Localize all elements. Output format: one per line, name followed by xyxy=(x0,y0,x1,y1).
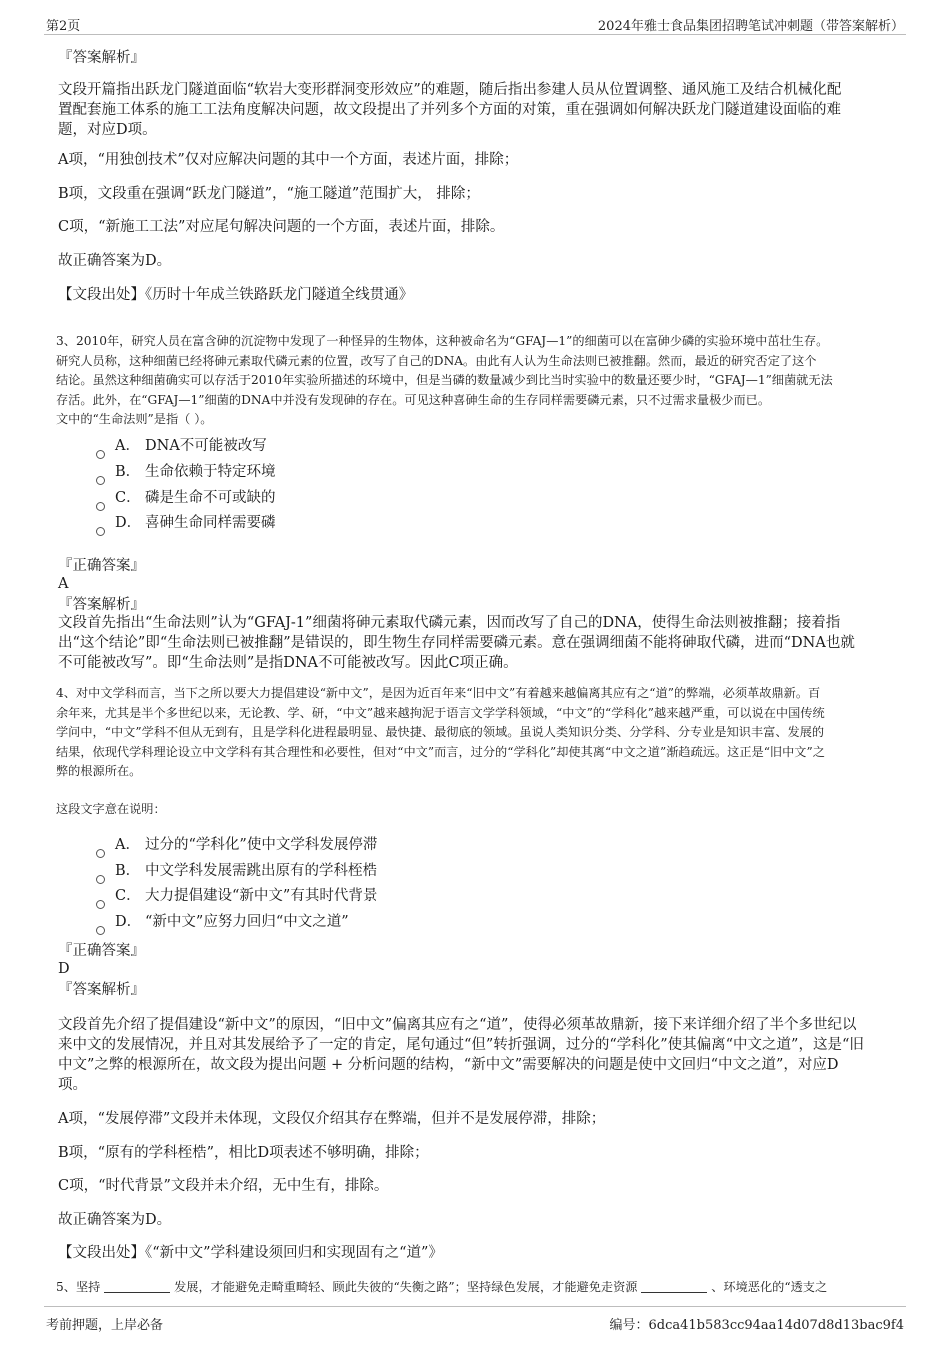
q4-analysis xyxy=(58,1015,900,1095)
q3-analysis-line: 出“这个结论”即“生命法则已被推翻”是错误的，即生物生存同样需要磷元素。意在强调细菌不能将砷取代磷，进而“DNA也就 xyxy=(58,635,855,651)
q5-blank-2[interactable] xyxy=(641,1280,707,1293)
q3-stem xyxy=(56,332,906,430)
q3-analysis-label: 『答案解析』 xyxy=(58,597,145,613)
q3-analysis-line: 文段首先指出“生命法则”认为“GFAJ-1”细菌将砷元素取代磷元素，因而改写了自己的DNA，使得生命法则被推翻；接着指 xyxy=(58,615,841,631)
footer-serial: 编号：6dca41b583cc94aa14d07d8d13bac9f4 xyxy=(609,1318,904,1333)
q2-option-c-note: C项，“新施工工法”对应尾句解决问题的一个方面，表述片面，排除。 xyxy=(58,219,505,235)
q3-option-c[interactable]: C． 磷是生命不可或缺的 xyxy=(96,488,276,508)
q4-answer: D xyxy=(58,961,70,977)
q4-stem-line: 学问中，“中文”学科不但从无到有，且是学科化进程最明显、最快捷、最彻底的领域。虽说人类知识分类、分学科、分专业是知识丰富、发展的 xyxy=(56,725,825,739)
q3-analysis-line: 不可能被改写”。即“生命法则”是指DNA不可能被改写。因此C项正确。 xyxy=(58,655,518,671)
q3-option-a[interactable]: A． DNA不可能被改写 xyxy=(96,436,267,456)
q3-answer-label: 『正确答案』 xyxy=(58,558,145,574)
radio-icon[interactable] xyxy=(96,849,105,858)
q4-prompt: 这段文字意在说明： xyxy=(56,802,166,816)
q3-stem-line: 文中的“生命法则”是指（ ）。 xyxy=(56,412,213,426)
q2-analysis-line: 文段开篇指出跃龙门隧道面临“软岩大变形群洞变形效应”的难题，随后指出参建人员从位置调整、通风施工及结合机械化配 xyxy=(58,82,842,98)
q3-analysis xyxy=(58,613,900,673)
q4-option-a-note: A项，“发展停滞”文段并未体现，文段仅介绍其存在弊端，但并不是发展停滞，排除； xyxy=(58,1111,606,1127)
page-number: 第2页 xyxy=(46,19,81,34)
q2-analysis-line: 置配套施工体系的施工工法角度解决问题，故文段提出了并列多个方面的对策，重在强调如何解决跃龙门隧道建设面临的难 xyxy=(58,102,841,118)
q4-analysis-label: 『答案解析』 xyxy=(58,982,145,998)
q3-option-d[interactable]: D． 喜砷生命同样需要磷 xyxy=(96,513,276,533)
q4-option-b-note: B项，“原有的学科桎梏”，相比D项表述不够明确，排除； xyxy=(58,1145,429,1161)
q2-analysis-line: 题，对应D项。 xyxy=(58,122,157,138)
q3-stem-line: 研究人员称，这种细菌已经将砷元素取代磷元素的位置，改写了自己的DNA。由此有人认为生命法则已被推翻。然而，最近的研究否定了这个 xyxy=(56,353,817,368)
q3-answer: A xyxy=(58,576,69,592)
q4-stem-line: 4、对中文学科而言，当下之所以要大力提倡建设“新中文”，是因为近百年来“旧中文”有着越来越偏离其应有之“道”的弊端，必须革故鼎新。百 xyxy=(56,686,821,700)
radio-icon[interactable] xyxy=(96,502,105,511)
q5-blank-1[interactable] xyxy=(104,1280,170,1293)
radio-icon[interactable] xyxy=(96,926,105,935)
q4-analysis-line: 来中文的发展情况，并且对其发展给予了一定的肯定，尾句通过“但”转折强调，过分的“学科化”使其偏离“中文之道”，这是“旧 xyxy=(58,1037,864,1053)
radio-icon[interactable] xyxy=(96,450,105,459)
q4-analysis-line: 项。 xyxy=(58,1077,87,1093)
q4-stem-line: 余年来，尤其是半个多世纪以来，无论教、学、研，“中文”越来越拘泥于语言文学学科领域，“中文”的“学科化”越来越严重，可以说在中国传统 xyxy=(56,705,825,720)
q4-conclusion: 故正确答案为D。 xyxy=(58,1212,172,1228)
q2-option-a-note: A项，“用独创技术”仅对应解决问题的其中一个方面，表述片面，排除； xyxy=(58,152,519,168)
q2-option-b-note: B项，文段重在强调“跃龙门隧道”，“施工隧道”范围扩大， 排除； xyxy=(58,186,480,202)
radio-icon[interactable] xyxy=(96,476,105,485)
q4-analysis-line: 中文”之弊的根源所在，故文段为提出问题 + 分析问题的结构，“新中文”需要解决的问题是使中文回归“中文之道”，对应D xyxy=(58,1057,839,1073)
radio-icon[interactable] xyxy=(96,875,105,884)
q4-stem-line: 弊的根源所在。 xyxy=(56,764,142,778)
q3-option-b[interactable]: B． 生命依赖于特定环境 xyxy=(96,462,276,482)
q4-answer-label: 『正确答案』 xyxy=(58,943,145,959)
q2-analysis-label: 『答案解析』 xyxy=(58,50,145,66)
q4-option-b[interactable]: B． 中文学科发展需跳出原有的学科桎梏 xyxy=(96,861,377,881)
q5-stem: 5、坚持 发展，才能避免走畸重畸轻、顾此失彼的“失衡之路”；坚持绿色发展，才能避免走资源 、环境恶化的“透支之 xyxy=(56,1280,828,1294)
radio-icon[interactable] xyxy=(96,527,105,536)
q4-analysis-line: 文段首先介绍了提倡建设“新中文”的原因，“旧中文”偏离其应有之“道”，使得必须革故鼎新，接下来详细介绍了半个多世纪以 xyxy=(58,1017,857,1033)
q4-option-c-note: C项，“时代背景”文段并未介绍，无中生有，排除。 xyxy=(58,1178,389,1194)
q4-source: 【文段出处】《“新中文”学科建设须回归和实现固有之“道”》 xyxy=(58,1245,443,1261)
footer-divider xyxy=(44,1306,906,1307)
footer-slogan: 考前押题，上岸必备 xyxy=(46,1318,164,1333)
q4-stem xyxy=(56,684,906,782)
q2-analysis xyxy=(58,80,900,140)
q2-conclusion: 故正确答案为D。 xyxy=(58,253,172,269)
q2-source: 【文段出处】《历时十年成兰铁路跃龙门隧道全线贯通》 xyxy=(58,287,414,303)
document-title: 2024年雅士食品集团招聘笔试冲刺题（带答案解析） xyxy=(597,19,904,34)
header-divider xyxy=(44,34,906,35)
q4-option-d[interactable]: D． “新中文”应努力回归“中文之道” xyxy=(96,912,349,932)
q4-option-a[interactable]: A． 过分的“学科化”使中文学科发展停滞 xyxy=(96,835,377,855)
q3-stem-line: 3、2010年，研究人员在富含砷的沉淀物中发现了一种怪异的生物体，这种被命名为“GFAJ—1”的细菌可以在富砷少磷的实验环境中茁壮生存。 xyxy=(56,334,829,348)
q3-stem-line: 存活。此外，在“GFAJ—1”细菌的DNA中并没有发现砷的存在。可见这种喜砷生命的生存同样需要磷元素，只不过需求量极少而已。 xyxy=(56,392,771,407)
q4-option-c[interactable]: C． 大力提倡建设“新中文”有其时代背景 xyxy=(96,886,377,906)
radio-icon[interactable] xyxy=(96,900,105,909)
q4-stem-line: 结果，依现代学科理论设立中文学科有其合理性和必要性，但对“中文”而言，过分的“学科化”却使其离“中文之道”渐趋疏远。这正是“旧中文”之 xyxy=(56,744,825,759)
q3-stem-line: 结论。虽然这种细菌确实可以存活于2010年实验所描述的环境中，但是当磷的数量减少到比当时实验中的数量还要少时，“GFAJ—1”细菌就无法 xyxy=(56,373,833,387)
